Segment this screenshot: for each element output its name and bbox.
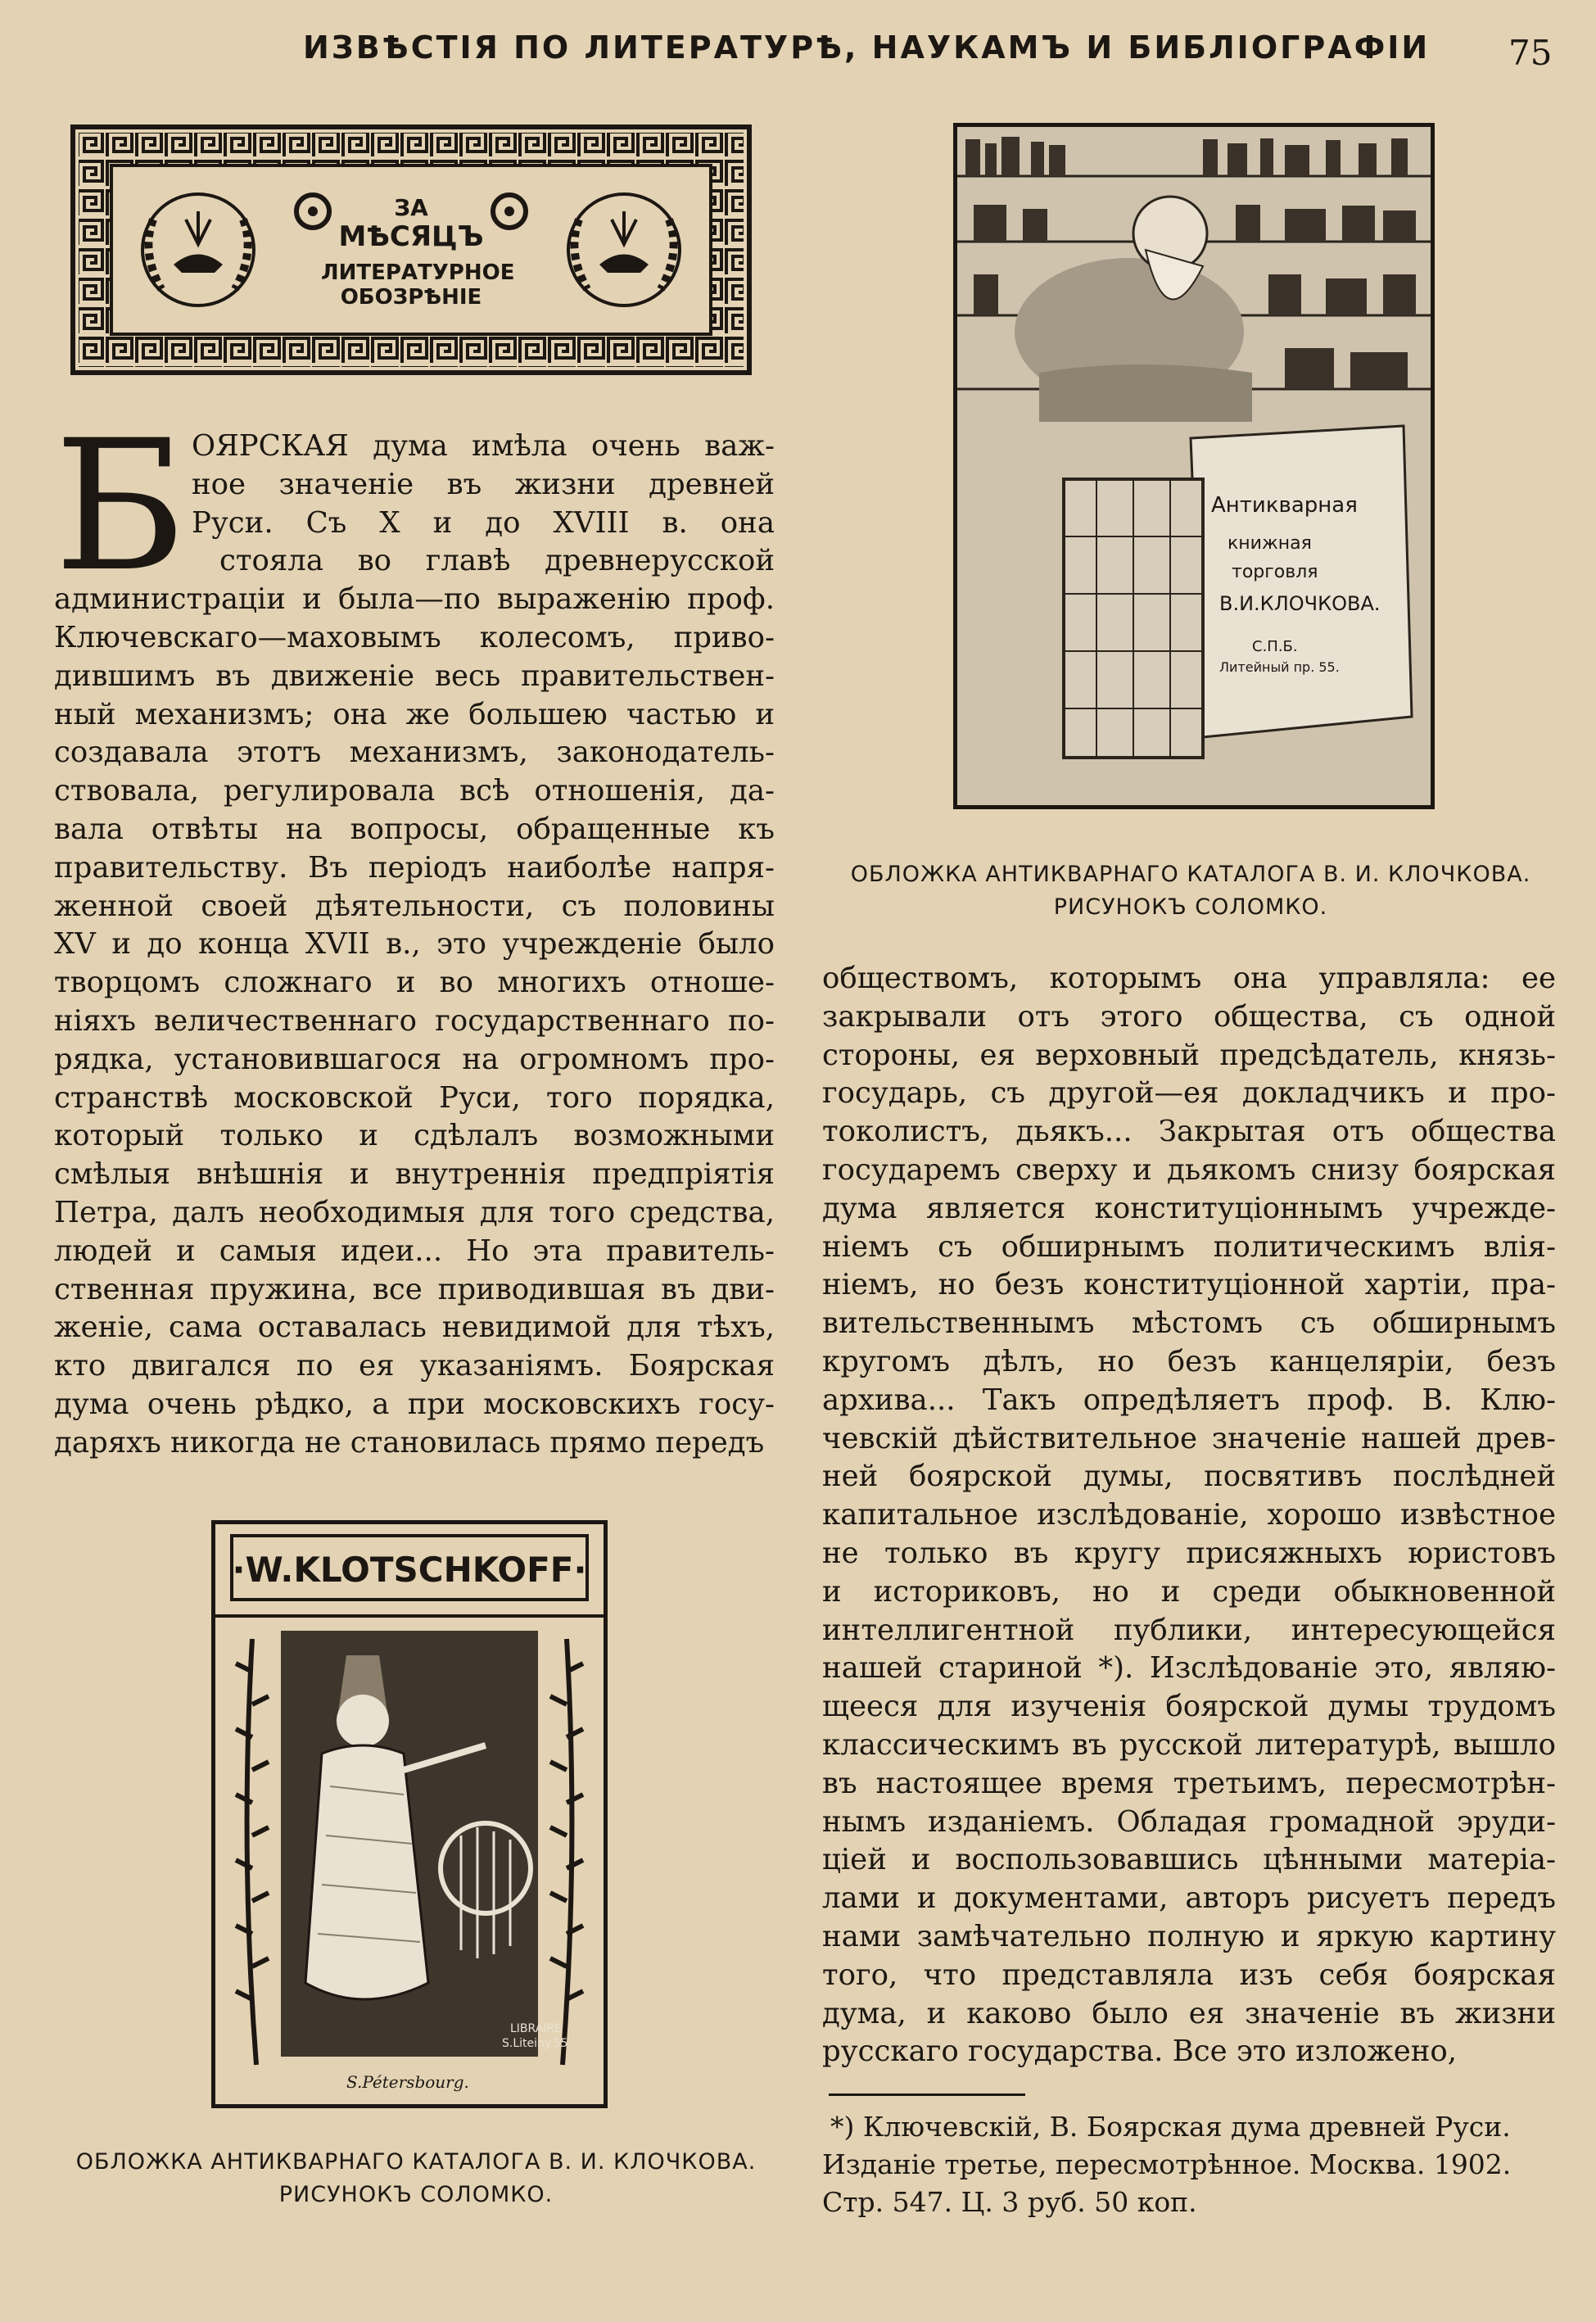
text-line: того, что представляла изъ себя боярская <box>822 1958 1556 1992</box>
rubric-line: ЗА <box>394 194 428 221</box>
caption-line: ОБЛОЖКА АНТИКВАРНАГО КАТАЛОГА В. И. КЛОЧКОВА. <box>850 862 1531 887</box>
rubric-line: ОБОЗРѢНІЕ <box>340 285 482 310</box>
text-line: стояла во главѣ древнерусской <box>219 544 775 578</box>
footnote-rule <box>829 2093 1025 2096</box>
text-line: Руси. Съ X и до XVIII в. она <box>192 505 775 540</box>
caption-line: ОБЛОЖКА АНТИКВАРНАГО КАТАЛОГА В. И. КЛОЧКОВА. <box>75 2149 757 2175</box>
caption-line: РИСУНОКЪ СОЛОМКО. <box>278 2182 554 2207</box>
footnote <box>822 2108 1559 2221</box>
top-figure-caption <box>822 858 1559 924</box>
text-line: нымъ изданіемъ. Обладая громадной эруди- <box>822 1804 1556 1839</box>
banner-text: ·W.KLOTSCHKOFF· <box>232 1550 587 1590</box>
signature-text: S.Pétersbourg. <box>346 2072 469 2092</box>
text-line: ное значеніе въ жизни древней <box>192 467 775 501</box>
text-line: русскаго государства. Все это изложено, <box>822 2035 1458 2069</box>
text-line: не только въ кругу присяжныхъ юристовъ <box>822 1536 1556 1570</box>
text-line: дума является конституціоннымъ учрежде- <box>822 1191 1556 1225</box>
text-line: кругомъ дѣлъ, но безъ канцеляріи, безъ <box>822 1344 1556 1378</box>
sign-text: В.И.КЛОЧКОВА. <box>1219 592 1381 615</box>
text-line: ОЯРСКАЯ дума имѣла очень важ- <box>192 429 775 463</box>
text-line: XV и до конца XVII в., это учрежденіе было <box>54 927 775 962</box>
caption-line: РИСУНОКЪ СОЛОМКО. <box>1053 894 1328 920</box>
page-number: 75 <box>1508 33 1553 73</box>
text-line: архива... Такъ опредѣляетъ проф. В. Клю- <box>822 1383 1556 1417</box>
rubric-line: МѢСЯЦЪ <box>338 220 484 254</box>
text-line: вала отвѣты на вопросы, обращенные къ <box>54 812 775 846</box>
running-head <box>0 29 1596 79</box>
sign-text: торговля <box>1232 562 1318 582</box>
text-line: закрывали отъ этого общества, съ одной <box>822 999 1556 1034</box>
text-line: интеллигентной публики, интересующейся <box>822 1613 1556 1647</box>
text-line: дума очень рѣдко, а при московскихъ госу- <box>54 1387 775 1421</box>
text-line: стороны, ея верховный предсѣдатель, князь- <box>822 1038 1556 1072</box>
section-rubric-ornament <box>70 124 752 375</box>
running-title: ИЗВѢСТІЯ ПО ЛИТЕРАТУРѢ, НАУКАМЪ И БИБЛІОГРАФІИ <box>303 29 1431 66</box>
text-line: капитальное изслѣдованіе, хорошо извѣстное <box>822 1498 1556 1532</box>
text-line: ціей и воспользовавшись цѣнными матеріа- <box>822 1843 1556 1877</box>
sign-text: Антикварная <box>1211 493 1358 518</box>
drop-cap: Б <box>54 401 187 611</box>
text-line: ней боярской думы, посвятивъ послѣдней <box>822 1460 1556 1494</box>
text-line: въ настоящее время третьимъ, пересмотрѣн- <box>822 1766 1556 1800</box>
text-line: даряхъ никогда не становилась прямо передъ <box>54 1425 765 1460</box>
text-line: ніяхъ величественнаго государственнаго по- <box>54 1003 775 1038</box>
text-line: дившимъ въ движеніе весь правительствен- <box>54 659 775 693</box>
text-line: токолистъ, дьякъ... Закрытая отъ общества <box>822 1115 1556 1149</box>
text-line: правительству. Въ періодъ наиболѣе напря- <box>54 850 775 885</box>
footnote-line: *) Ключевскій, В. Боярская дума древней Руси. <box>830 2111 1511 2143</box>
text-line: щееся для изученія боярской думы трудомъ <box>822 1690 1556 1724</box>
text-line: женіе, сама оставалась невидимой для тѣхъ, <box>54 1310 775 1345</box>
sign-text: книжная <box>1228 533 1312 554</box>
sign-text: С.П.Б. <box>1252 638 1298 655</box>
text-line: странствѣ московской Руси, того порядка, <box>54 1080 775 1115</box>
text-line: ніемъ, но безъ конституціонной хартіи, пра- <box>822 1268 1556 1302</box>
footnote-line: Изданіе третье, пересмотрѣнное. Москва. 1902. <box>822 2148 1512 2180</box>
sign-text: Литейный пр. 55. <box>1219 659 1340 675</box>
text-line: который только и сдѣлалъ возможными <box>54 1119 775 1153</box>
text-line: обществомъ, которымъ она управляла: ее <box>822 962 1556 995</box>
rubric-text <box>321 194 515 310</box>
text-line: нами замѣчательно полную и яркую картину <box>822 1919 1556 1953</box>
footnote-line: Стр. 547. Ц. 3 руб. 50 коп. <box>822 2186 1197 2218</box>
antiquarian-shop-illustration <box>953 123 1435 809</box>
text-line: лами и документами, авторъ рисуетъ передъ <box>822 1881 1556 1916</box>
text-line: создавала этотъ механизмъ, законодатель- <box>54 736 775 770</box>
bottom-figure-caption <box>47 2146 784 2211</box>
text-line: людей и самыя идеи... Но эта правитель- <box>54 1233 775 1268</box>
text-line: ствовала, регулировала всѣ отношенія, да- <box>54 774 775 808</box>
text-line: государемъ сверху и дьякомъ снизу боярская <box>822 1152 1556 1187</box>
text-line: администраціи и была—по выраженію проф. <box>54 582 775 617</box>
left-text-column <box>54 428 775 1463</box>
text-line: государь, съ другой—ея докладчикъ и про- <box>822 1076 1556 1111</box>
text-line: вительственнымъ мѣстомъ съ обширнымъ <box>822 1306 1556 1341</box>
text-line: Петра, далъ необходимыя для того средства, <box>54 1195 775 1229</box>
text-line: творцомъ сложнаго и во многихъ отноше- <box>54 966 775 1000</box>
rubric-line: ЛИТЕРАТУРНОЕ <box>321 260 515 286</box>
inscription-text: LIBRAIRE <box>510 2022 562 2035</box>
bookseller-drawing <box>957 127 1431 805</box>
text-line: нашей стариной *). Изслѣдованіе это, являю- <box>822 1651 1556 1686</box>
text-line: и историковъ, но и среди обыкновенной <box>822 1574 1556 1609</box>
text-line: дума, и каково было ея значеніе въ жизни <box>822 1996 1556 2030</box>
klotschkoff-catalogue-illustration <box>211 1520 608 2108</box>
book-chest <box>1064 479 1203 758</box>
text-line: женной своей дѣятельности, съ половины <box>54 889 775 923</box>
text-line: рядка, установившагося на огромномъ про- <box>54 1042 775 1076</box>
minerva-drawing <box>215 1524 604 2104</box>
text-line: кто двигался по ея указаніямъ. Боярская <box>54 1349 775 1383</box>
right-text-column <box>822 960 1556 2071</box>
text-line: ніемъ съ обширнымъ политическимъ влія- <box>822 1229 1556 1264</box>
text-line: чевскій дѣйствительное значеніе нашей древ- <box>822 1421 1556 1455</box>
text-line: ный механизмъ; она же большею частью и <box>54 697 775 731</box>
inscription-text: S.Liteiny.55 <box>502 2037 568 2050</box>
text-line: смѣлыя внѣшнія и внутреннія предпріятія <box>54 1157 775 1192</box>
text-line: Ключевскаго—маховымъ колесомъ, приво- <box>54 620 775 654</box>
text-line: ственная пружина, все приводившая въ дви- <box>54 1272 775 1306</box>
text-line: классическимъ въ русской литературѣ, вышло <box>822 1727 1556 1762</box>
